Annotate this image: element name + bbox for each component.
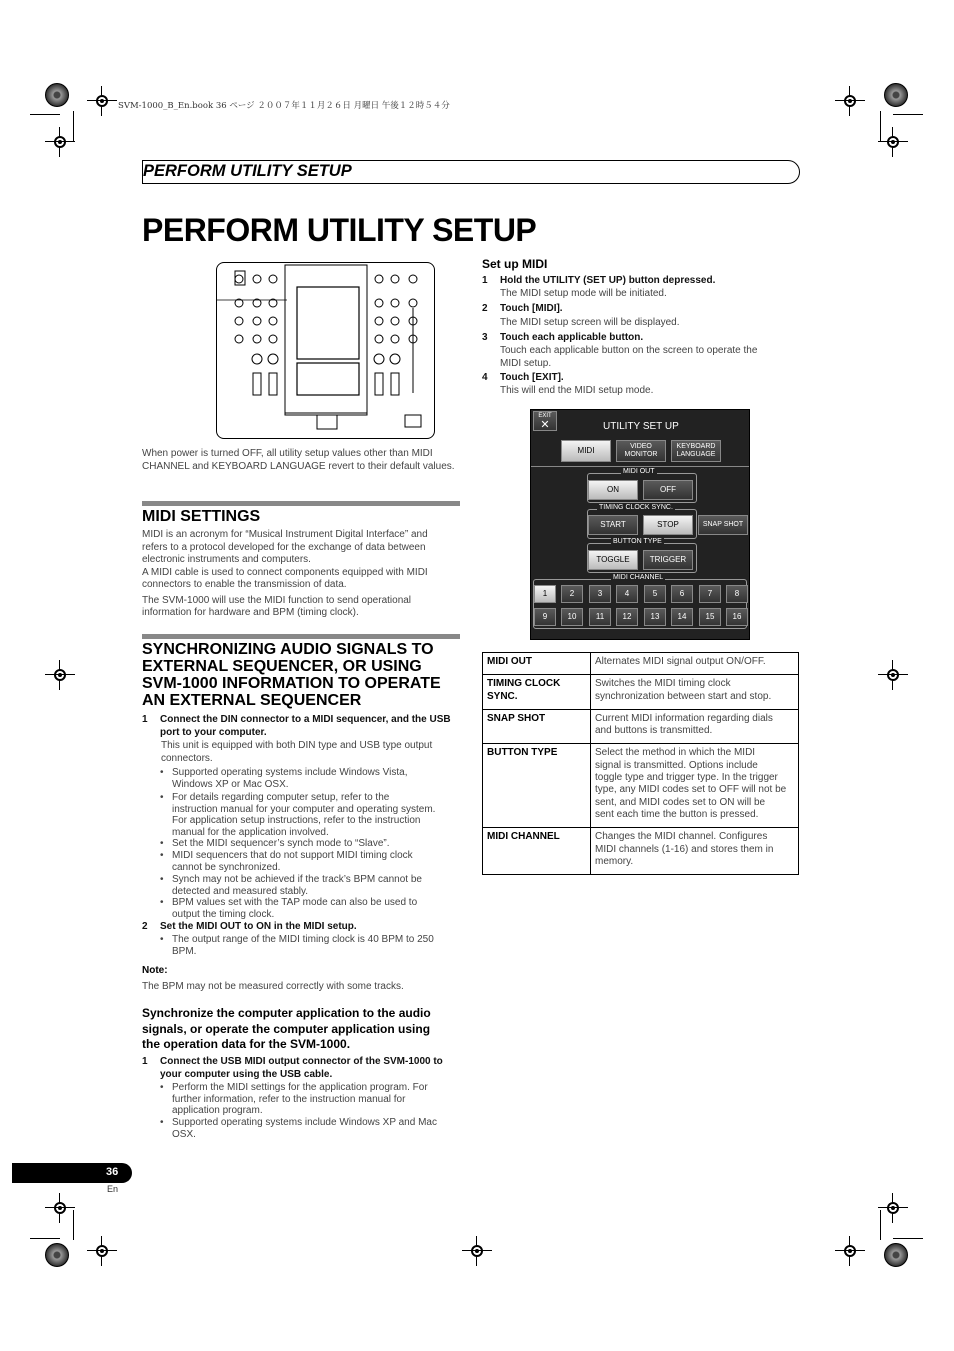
midi-settings-table: [482, 652, 799, 875]
midi-channel-label: MIDI CHANNEL: [613, 574, 664, 581]
channel-button[interactable]: [616, 608, 638, 626]
table-value: [591, 828, 799, 875]
screen-title: UTILITY SET UP: [603, 421, 679, 432]
trim-line: [30, 1238, 60, 1239]
channel-button[interactable]: [699, 608, 721, 626]
print-metadata: SVM-1000_B_En.book 36 ページ ２００７年１１月２６日 月曜日 午後１２時５４分: [118, 101, 450, 111]
text-line: connectors.: [161, 752, 213, 764]
snap-shot-button[interactable]: [698, 515, 748, 535]
computer-step-1: [142, 1056, 472, 1084]
table-row: [483, 653, 799, 675]
screen-divider: [531, 466, 749, 467]
button-label: 8: [734, 589, 740, 598]
button-label: 9: [542, 612, 548, 621]
tab-label: LANGUAGE: [676, 451, 716, 458]
registration-dot-icon: [884, 1243, 908, 1267]
text-line: refers to a protocol developed for the exchange of data between: [142, 541, 426, 553]
computer-heading: [142, 1006, 431, 1053]
step-number: 1: [142, 714, 148, 725]
text-line: application program.: [172, 1105, 263, 1116]
crosshair-mark-icon: [45, 1193, 75, 1223]
step-title: Hold the UTILITY (SET UP) button depressed.: [500, 275, 716, 286]
channel-button[interactable]: [589, 608, 611, 626]
step-number: 1: [482, 275, 488, 286]
channel-button[interactable]: [671, 608, 693, 626]
sync-step-1: [142, 714, 472, 742]
midi-out-off-button[interactable]: [643, 480, 693, 500]
text-line: MIDI channels (1-16) and stores them in: [595, 843, 774, 855]
timing-stop-button[interactable]: [643, 515, 693, 535]
heading-line: EXTERNAL SEQUENCER, OR USING: [142, 658, 422, 675]
text-line: sent each time the button is pressed.: [595, 808, 759, 820]
text-line: type, any MIDI codes set to OFF will not be: [595, 784, 787, 796]
registration-dot-icon: [884, 83, 908, 107]
bullet-item: [172, 1082, 428, 1117]
bullet-item: [172, 934, 434, 957]
channel-button[interactable]: [589, 585, 611, 603]
text-line: • MIDI sequencers that do not support MIDI timing clock: [172, 850, 413, 861]
text-line: • Supported operating systems include Windows XP and Mac: [172, 1117, 437, 1128]
step-body: The MIDI setup mode will be initiated.: [500, 288, 667, 299]
bullet-item: [172, 1117, 437, 1140]
bullet-item: [172, 767, 408, 790]
heading-line: signals, or operate the computer application using: [142, 1021, 431, 1036]
section-rule: [142, 634, 460, 639]
page-language: En: [107, 1184, 119, 1194]
text-line: instruction manual for your computer and operating system.: [172, 803, 436, 815]
exit-button[interactable]: [533, 411, 557, 431]
trim-line: [893, 114, 923, 115]
midi-out-on-button[interactable]: [588, 480, 638, 500]
table-key: [483, 709, 591, 744]
text-line: A MIDI cable is used to connect components equipped with MIDI: [142, 566, 428, 578]
toggle-button[interactable]: [588, 550, 638, 570]
step-title: [160, 1056, 443, 1081]
text-line: Connect the USB MIDI output connector of the SVM-1000 to: [160, 1056, 443, 1067]
text-line: • For details regarding computer setup, refer to the: [172, 792, 390, 803]
trim-line: [893, 1238, 923, 1239]
bullet-item: [172, 874, 422, 897]
mixer-drawing-icon: [217, 263, 436, 440]
text-line: MIDI setup.: [500, 357, 552, 369]
crosshair-mark-icon: [87, 1236, 117, 1266]
tab-label: MONITOR: [624, 451, 658, 458]
button-label: 11: [595, 612, 605, 621]
sync-step-1-body: [161, 740, 432, 765]
text-line: further information, refer to the instruction manual for: [172, 1093, 406, 1105]
setup-midi-heading: Set up MIDI: [482, 257, 548, 271]
channel-button[interactable]: [534, 608, 556, 626]
channel-button[interactable]: [561, 608, 583, 626]
button-type-label: BUTTON TYPE: [613, 538, 662, 545]
channel-button[interactable]: [644, 608, 666, 626]
close-icon: ✕: [540, 419, 550, 431]
table-row: [483, 709, 799, 744]
text-line: BPM.: [172, 945, 197, 957]
button-label: STOP: [657, 520, 679, 529]
step-number: 2: [142, 921, 148, 932]
step-title: Touch each applicable button.: [500, 332, 644, 343]
text-line: The SVM-1000 will use the MIDI function to send operational: [142, 594, 412, 606]
crosshair-mark-icon: [835, 86, 865, 116]
step-title: [160, 714, 451, 739]
tab-label: VIDEO: [630, 443, 652, 450]
text-line: your computer using the USB cable.: [160, 1068, 333, 1080]
heading-line: Synchronize the computer application to the audio: [142, 1006, 431, 1020]
text-line: information for hardware and BPM (timing clock).: [142, 607, 359, 618]
text-line: Connect the DIN connector to a MIDI sequencer, and the USB: [160, 714, 451, 725]
channel-button[interactable]: [726, 608, 748, 626]
button-label: 3: [597, 589, 603, 598]
step-number: 3: [482, 332, 488, 343]
text-line: output the timing clock.: [172, 908, 275, 920]
step-body: The MIDI setup screen will be displayed.: [500, 317, 680, 328]
step-number: 4: [482, 372, 488, 383]
text-line: manual for the application involved.: [172, 826, 329, 838]
text-line: sent, and MIDI codes set to ON will be: [595, 796, 766, 808]
table-key: [483, 828, 591, 875]
bullet-item: [172, 850, 413, 873]
button-label: TRIGGER: [649, 555, 687, 564]
note-text: The BPM may not be measured correctly with some tracks.: [142, 981, 404, 992]
button-label: 2: [569, 589, 575, 598]
bullet-item: [172, 792, 435, 838]
bullet-item: [172, 897, 417, 920]
text-line: Changes the MIDI channel. Configures: [595, 831, 768, 843]
crosshair-mark-icon: [878, 660, 908, 690]
text-line: For application setup instructions, refer to the instruction: [172, 815, 421, 826]
crosshair-mark-icon: [835, 1236, 865, 1266]
text-line: SNAP SHOT: [487, 712, 546, 724]
table-key: [483, 744, 591, 828]
crosshair-mark-icon: [45, 660, 75, 690]
text-line: MIDI OUT: [487, 656, 532, 667]
text-line: Select the method in which the MIDI: [595, 747, 756, 759]
table-value: [591, 675, 799, 710]
tab-label: MIDI: [577, 446, 595, 455]
button-label: OFF: [660, 485, 676, 494]
button-label: 7: [707, 589, 713, 598]
text-line: memory.: [595, 855, 634, 867]
trim-line: [880, 111, 881, 141]
bullet-item: [172, 838, 390, 850]
text-line: • BPM values set with the TAP mode can also be used to: [172, 897, 418, 908]
text-line: Switches the MIDI timing clock: [595, 678, 731, 690]
heading-line: the operation data for the SVM-1000.: [142, 1037, 351, 1051]
step-number: 1: [142, 1056, 148, 1067]
timing-clock-label: TIMING CLOCK SYNC.: [599, 504, 673, 511]
text-line: • Set the MIDI sequencer’s synch mode to “Slave”.: [172, 838, 390, 849]
button-label: 15: [705, 612, 715, 621]
button-label: TOGGLE: [596, 555, 630, 564]
text-line: connectors to enable the transmission of data.: [142, 579, 347, 590]
button-label: 4: [624, 589, 630, 598]
channel-button[interactable]: [726, 585, 748, 603]
intro-paragraph: When power is turned OFF, all utility setup values other than MIDI CHANNEL and KEYBOARD LANGUAGE revert to their default values.: [142, 448, 455, 472]
trim-line: [73, 1210, 74, 1240]
text-line: BUTTON TYPE: [487, 747, 558, 759]
timing-start-button[interactable]: [588, 515, 638, 535]
trigger-button[interactable]: [643, 550, 693, 570]
section-rule: [142, 501, 460, 506]
button-label: SNAP SHOT: [702, 521, 744, 528]
text-line: • Supported operating systems include Windows Vista,: [172, 767, 408, 778]
text-line: Windows XP or Mac OSX.: [172, 778, 289, 790]
tab-midi[interactable]: [561, 440, 611, 462]
tab-label: KEYBOARD: [676, 443, 716, 450]
button-label: 13: [650, 612, 660, 621]
computer-bullet-list: [152, 1082, 472, 1142]
step-title: Set the MIDI OUT to ON in the MIDI setup.: [160, 921, 357, 932]
heading-line: AN EXTERNAL SEQUENCER: [142, 692, 362, 709]
step-title: Touch [EXIT].: [500, 372, 564, 383]
text-line: OSX.: [172, 1128, 196, 1140]
registration-dot-icon: [45, 83, 69, 107]
text-line: synchronization between start and stop.: [595, 690, 772, 702]
setup-midi-steps: [482, 275, 802, 405]
text-line: • Synch may not be achieved if the track’s BPM cannot be: [172, 874, 422, 885]
crosshair-mark-icon: [878, 1193, 908, 1223]
table-row: [483, 744, 799, 828]
text-line: SYNC.: [487, 690, 518, 702]
crosshair-mark-icon: [45, 127, 75, 157]
table-value: [591, 709, 799, 744]
channel-button[interactable]: [534, 585, 556, 603]
table-key: [483, 675, 591, 710]
table-value: [591, 653, 799, 675]
table-key: [483, 653, 591, 675]
button-label: 14: [677, 612, 687, 621]
text-line: • The output range of the MIDI timing clock is 40 BPM to 250: [172, 934, 434, 945]
midi-settings-heading: MIDI SETTINGS: [142, 508, 261, 525]
step-title: Touch [MIDI].: [500, 303, 563, 314]
tab-keyboard-language[interactable]: [671, 440, 721, 462]
text-line: Alternates MIDI signal output ON/OFF.: [595, 656, 766, 667]
page-title: PERFORM UTILITY SETUP: [142, 212, 537, 248]
note-label: Note:: [142, 965, 168, 976]
sync-heading: [142, 641, 441, 709]
button-label: START: [600, 520, 626, 529]
button-label: 1: [542, 589, 548, 598]
page-number: 36: [106, 1166, 119, 1178]
button-label: 10: [567, 612, 577, 621]
step-number: 2: [482, 303, 488, 314]
text-line: Current MIDI information regarding dials: [595, 712, 773, 724]
step-body: [500, 345, 757, 370]
text-line: Touch each applicable button on the screen to operate the: [500, 345, 758, 356]
heading-line: SYNCHRONIZING AUDIO SIGNALS TO: [142, 641, 434, 658]
channel-button[interactable]: [616, 585, 638, 603]
table-value: [591, 744, 799, 828]
trim-line: [30, 114, 60, 115]
header-tab-label: PERFORM UTILITY SETUP: [143, 162, 352, 180]
text-line: TIMING CLOCK: [487, 678, 561, 690]
sync-step-2-bullets: [152, 934, 472, 960]
text-line: signal is transmitted. Options include: [595, 759, 758, 771]
button-label: 16: [732, 612, 742, 621]
table-row: [483, 675, 799, 710]
table-row: [483, 828, 799, 875]
trim-line: [73, 111, 74, 141]
sync-step-2: [142, 921, 472, 935]
midi-out-label: MIDI OUT: [623, 468, 655, 475]
text-line: cannot be synchronized.: [172, 861, 281, 873]
text-line: MIDI is an acronym for “Musical Instrument Digital Interface” and: [142, 529, 428, 540]
button-label: 12: [622, 612, 632, 621]
crosshair-mark-icon: [462, 1236, 492, 1266]
heading-line: SVM-1000 INFORMATION TO OPERATE: [142, 675, 441, 692]
text-line: electronic instruments and computers.: [142, 554, 311, 565]
button-label: ON: [607, 485, 619, 494]
text-line: port to your computer.: [160, 726, 267, 738]
crosshair-mark-icon: [87, 86, 117, 116]
utility-setup-screen: [530, 409, 750, 640]
trim-line: [880, 1210, 881, 1240]
step-body: This will end the MIDI setup mode.: [500, 385, 654, 396]
sync-bullet-list: [152, 767, 472, 920]
text-line: MIDI CHANNEL: [487, 831, 560, 843]
text-line: and buttons is transmitted.: [595, 725, 713, 737]
channel-button[interactable]: [644, 585, 666, 603]
text-line: detected and measured stably.: [172, 885, 309, 897]
button-label: 5: [652, 589, 658, 598]
tab-video-monitor[interactable]: [616, 440, 666, 462]
channel-button[interactable]: [561, 585, 583, 603]
channel-button[interactable]: [699, 585, 721, 603]
device-illustration: [216, 262, 435, 439]
text-line: toggle type and trigger type. In the trigger: [595, 772, 778, 784]
text-line: This unit is equipped with both DIN type and USB type output: [161, 740, 433, 751]
text-line: • Perform the MIDI settings for the application program. For: [172, 1082, 428, 1093]
crosshair-mark-icon: [878, 127, 908, 157]
channel-button[interactable]: [671, 585, 693, 603]
registration-dot-icon: [45, 1243, 69, 1267]
button-label: 6: [679, 589, 685, 598]
midi-settings-paragraph: [142, 529, 472, 620]
exit-label: EXIT: [538, 413, 552, 419]
